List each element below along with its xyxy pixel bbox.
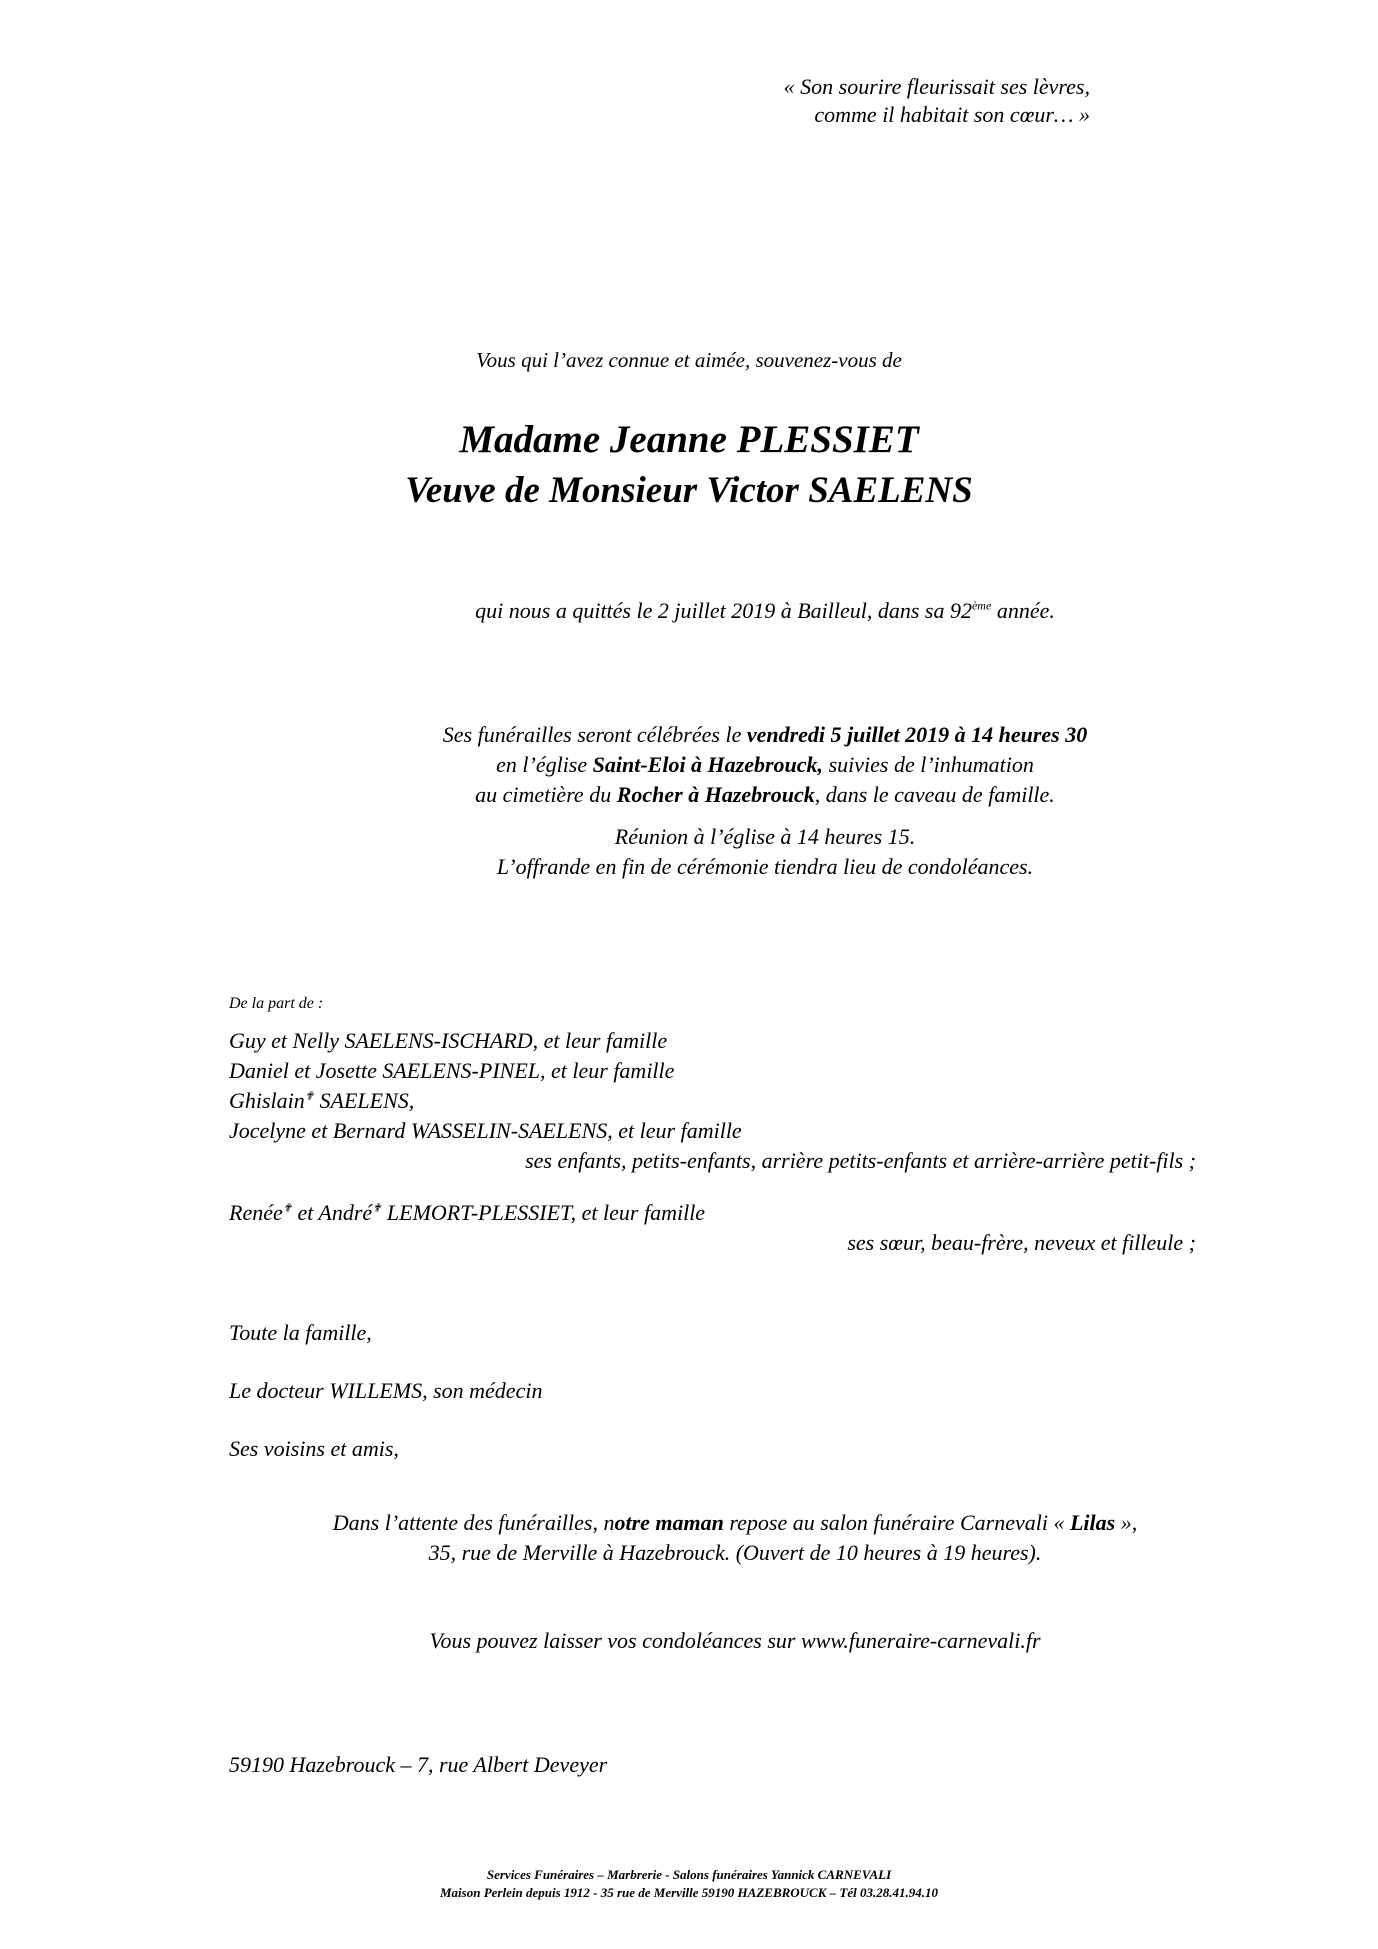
family-name: LEMORT-PLESSIET, et leur famille: [381, 1200, 706, 1225]
address: 59190 Hazebrouck – 7, rue Albert Deveyer: [229, 1752, 608, 1777]
funeral-date: vendredi 5 juillet 2019 à 14 heures 30: [746, 722, 1088, 747]
cross-icon: ✟: [304, 1090, 315, 1103]
epigraph-line-2: comme il habitait son cœur… »: [814, 102, 1090, 127]
family-name: et André: [291, 1200, 373, 1225]
family-name: Ghislain: [229, 1088, 305, 1113]
epigraph-line-1: « Son sourire fleurissait ses lèvres,: [783, 74, 1090, 99]
ordinal-suffix: ème: [971, 598, 992, 613]
family-relation-1: ses enfants, petits-enfants, arrière petits-enfants et arrière-arrière petit-fils ;: [525, 1148, 1196, 1173]
death-text-end: année.: [991, 598, 1055, 623]
deceased-name: Madame Jeanne PLESSIET: [459, 418, 919, 461]
footer-line-2: Maison Perlein depuis 1912 - 35 rue de Merville 59190 HAZEBROUCK – Tél 03.28.41.94.10: [440, 1885, 938, 1900]
family-relation-2: ses sœur, beau-frère, neveux et filleule ;: [847, 1230, 1196, 1255]
funeral-text: Ses funérailles seront célébrées le: [442, 722, 747, 747]
family-line-6: [229, 1202, 705, 1224]
rest-text: »,: [1115, 1510, 1138, 1535]
family-name: Renée: [229, 1200, 283, 1225]
rest-text: Dans l’attente des funérailles, n: [332, 1510, 615, 1535]
funeral-text: au cimetière du: [475, 782, 617, 807]
family-line-9: Le docteur WILLEMS, son médecin: [229, 1378, 543, 1403]
condolences-text: Vous pouvez laisser vos condoléances sur www.funeraire-carnevali.fr: [429, 1628, 1041, 1653]
rest-line-1: [0, 1512, 1378, 1534]
family-line-2: Daniel et Josette SAELENS-PINEL, et leur famille: [229, 1058, 675, 1083]
family-line-4: Jocelyne et Bernard WASSELIN-SAELENS, et leur famille: [229, 1118, 742, 1143]
footer-line-1: Services Funéraires – Marbrerie - Salons funéraires Yannick CARNEVALI: [486, 1867, 892, 1882]
salon-name: Lilas: [1069, 1510, 1116, 1535]
cross-icon: ✟: [282, 1202, 292, 1215]
funeral-cemetery: Rocher à Hazebrouck: [616, 782, 815, 807]
funeral-line-5: L’offrande en fin de cérémonie tiendra lieu de condoléances.: [496, 854, 1034, 879]
from-label: De la part de :: [229, 995, 324, 1012]
family-line-10: Ses voisins et amis,: [229, 1436, 399, 1461]
funeral-church: Saint-Eloi à Hazebrouck,: [592, 752, 824, 777]
family-name: SAELENS,: [314, 1088, 415, 1113]
death-announcement: [0, 600, 1378, 622]
death-text: qui nous a quittés le 2 juillet 2019 à Bailleul, dans sa 92: [475, 598, 972, 623]
family-line-8: Toute la famille,: [229, 1320, 372, 1345]
rest-emphasis: otre maman: [614, 1510, 724, 1535]
funeral-text: en l’église: [496, 752, 593, 777]
rest-line-2: 35, rue de Merville à Hazebrouck. (Ouvert de 10 heures à 19 heures).: [428, 1540, 1042, 1565]
family-line-1: Guy et Nelly SAELENS-ISCHARD, et leur famille: [229, 1028, 668, 1053]
funeral-line-2: [0, 754, 1378, 776]
funeral-line-4: Réunion à l’église à 14 heures 15.: [614, 824, 916, 849]
funeral-text: , dans le caveau de famille.: [814, 782, 1055, 807]
intro-text: Vous qui l’avez connue et aimée, souvenez-vous de: [476, 348, 902, 372]
funeral-text: suivies de l’inhumation: [823, 752, 1034, 777]
funeral-line-3: [0, 784, 1378, 806]
deceased-spouse: Veuve de Monsieur Victor SAELENS: [405, 470, 973, 511]
cross-icon: ✟: [372, 1202, 382, 1215]
family-line-3: [229, 1090, 414, 1112]
funeral-line-1: [0, 724, 1378, 746]
rest-text: repose au salon funéraire Carnevali «: [723, 1510, 1070, 1535]
